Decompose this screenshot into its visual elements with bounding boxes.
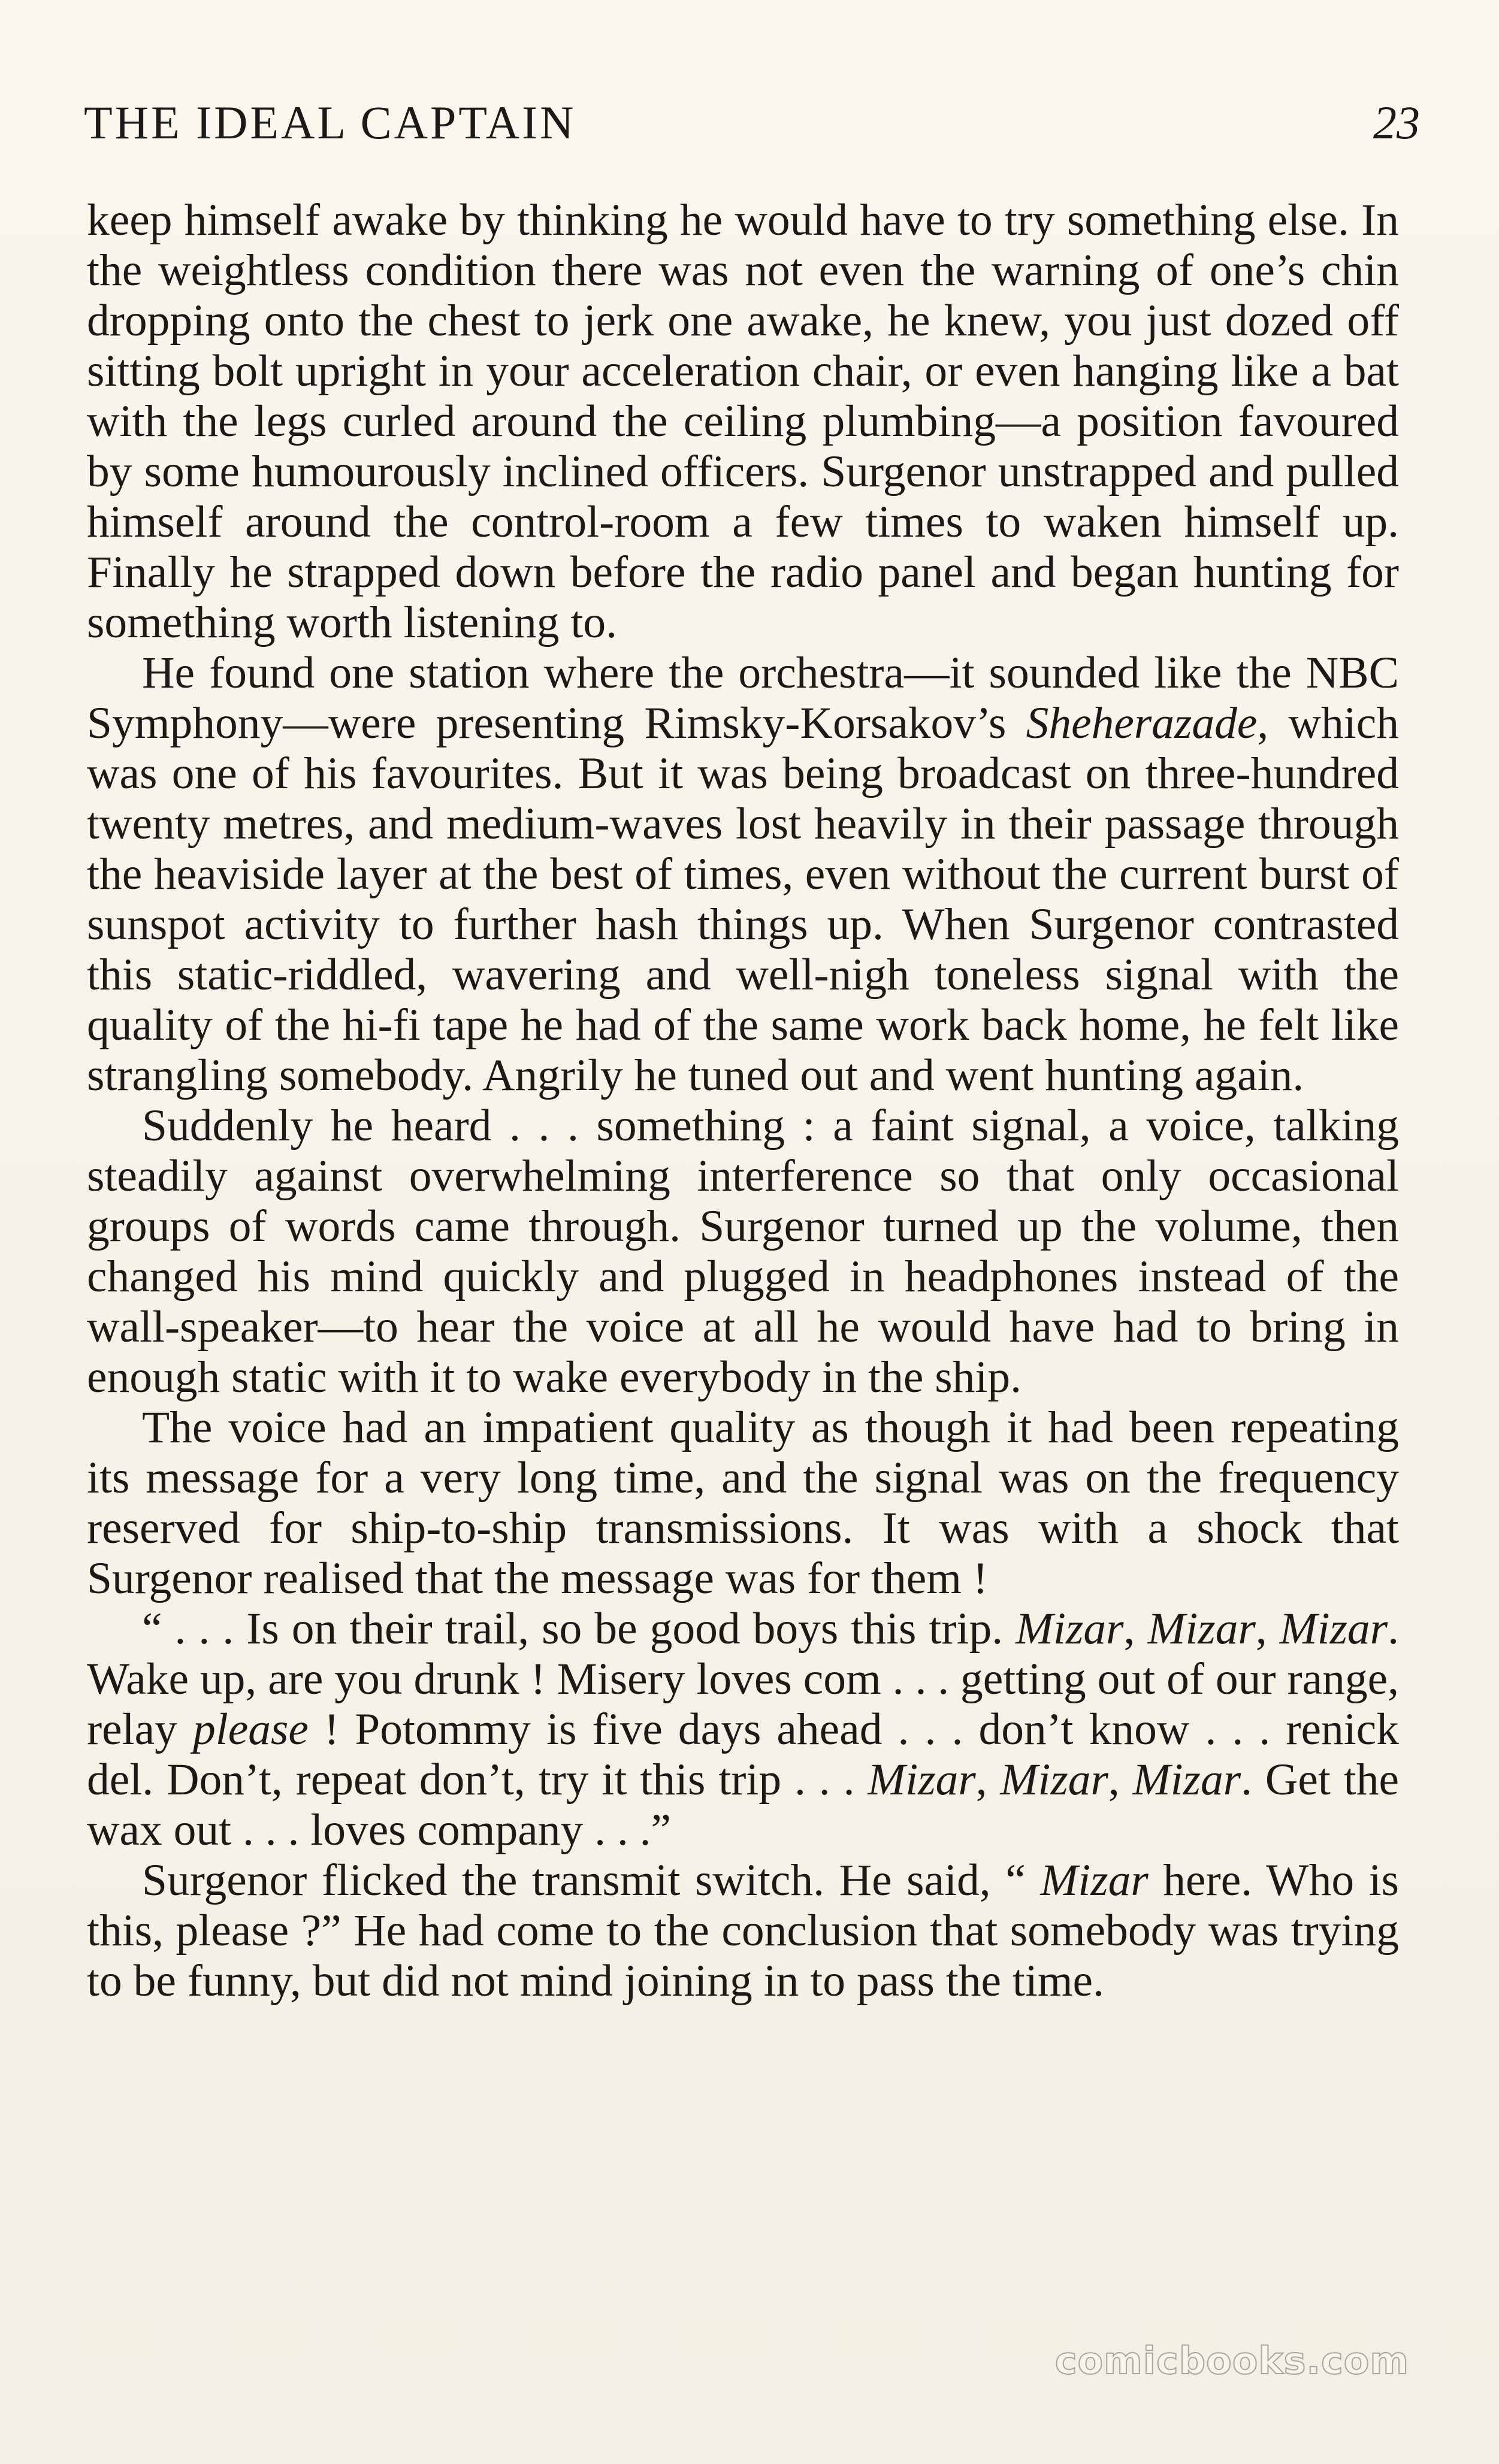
text-run: here. Who is this, please ?” He had come to the conclusion that somebody was trying to be funny, but did not mind joining in to pass the time. (87, 1855, 1399, 2006)
paragraph (87, 1855, 1399, 2006)
paragraph (87, 1604, 1399, 1855)
italic-text: Mizar (1147, 1604, 1256, 1654)
italic-text: Mizar (1040, 1855, 1149, 1905)
text-run: . Get the wax out . . . loves company . . .” (87, 1755, 1400, 1855)
italic-text: Mizar (1279, 1604, 1388, 1654)
paragraph (87, 195, 1399, 648)
italic-text: Mizar (1132, 1755, 1241, 1805)
text-run: Suddenly he heard . . . something : a faint signal, a voice, talking steadily against overwhelming interference so that only occasional groups of words came through. Surgenor turned up the volume, then changed his mind quickly and plugged in headphones instead of the wall-speaker—to hear the voice at all he would have had to bring in enough static with it to wake everybody in the ship. (87, 1101, 1399, 1402)
paragraph (87, 1101, 1399, 1403)
body-text (87, 195, 1399, 2006)
italic-text: Sheherazade (1026, 698, 1258, 748)
text-run: , (1108, 1755, 1133, 1805)
paragraph (87, 648, 1399, 1101)
text-run: , (975, 1755, 1001, 1805)
text-run: , (1255, 1604, 1280, 1654)
text-run: . Wake up, are you drunk ! Misery loves com . . . getting out of our range, relay (87, 1604, 1399, 1754)
watermark-logo: comicbooks.com (1054, 2339, 1409, 2383)
paragraph (87, 1403, 1399, 1604)
text-run: Surgenor flicked the transmit switch. He said, “ (142, 1855, 1041, 1905)
italic-text: Mizar (1000, 1755, 1108, 1805)
text-run: The voice had an impatient quality as though it had been repeating its message for a very long time, and the signal was on the frequency reserved for ship-to-ship transmissions. It was with a shock that Surgenor realised that the message was for them ! (87, 1403, 1399, 1603)
text-run: “ . . . Is on their trail, so be good boys this trip. (142, 1604, 1016, 1654)
italic-text: Mizar (1016, 1604, 1124, 1654)
text-run: , (1123, 1604, 1148, 1654)
italic-text: please (193, 1705, 309, 1754)
page-header (84, 90, 1420, 156)
running-head: THE IDEAL CAPTAIN (84, 96, 576, 149)
text-run: He found one station where the orchestra—it sounded like the NBC Symphony—were presenting Rimsky-Korsakov’s (87, 648, 1399, 748)
text-run: keep himself awake by thinking he would have to try something else. In the weightless condition there was not even the warning of one’s chin dropping onto the chest to jerk one awake, he knew, you just dozed off sitting bolt upright in your acceleration chair, or even hanging like a bat with the legs curled around the ceiling plumbing—a position favoured by some humourously inclined officers. Surgenor unstrapped and pulled himself around the control-room a few times to waken himself up. Finally he strapped down before the radio panel and began hunting for something worth listening to. (87, 195, 1399, 647)
page-number: 23 (1373, 96, 1420, 149)
italic-text: Mizar (868, 1755, 976, 1805)
text-run: , which was one of his favourites. But it was being broadcast on three-hundred twenty metres, and medium-waves lost heavily in their passage through the heaviside layer at the best of times, even without the current burst of sunspot activity to further hash things up. When Surgenor contrasted this static-riddled, wavering and well-nigh toneless signal with the quality of the hi-fi tape he had of the same work back home, he felt like strangling somebody. Angrily he tuned out and went hunting again. (87, 698, 1400, 1100)
text-run: ! Potommy is five days ahead . . . don’t know . . . renick del. Don’t, repeat don’t, try it this trip . . . (87, 1705, 1400, 1805)
